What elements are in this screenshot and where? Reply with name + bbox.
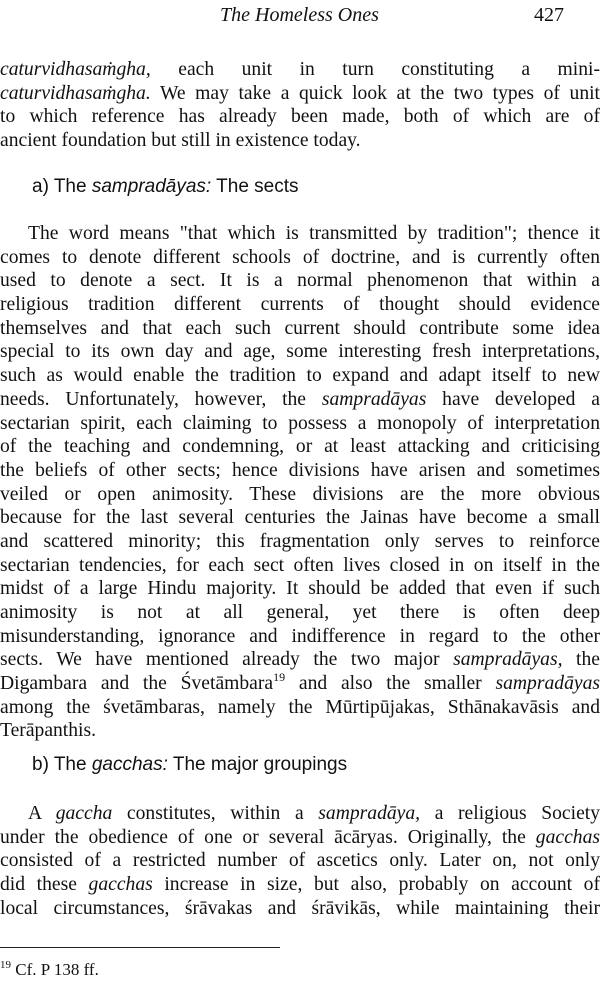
section-term: gacchas: — [91, 754, 168, 775]
section-heading-gacchas — [32, 754, 347, 776]
paragraph-gacchas — [0, 802, 600, 920]
text-line: sectarian tendencies, for each sect often lives closed in on itself in the — [0, 554, 600, 576]
text-line: under the obedience of one or several ācāryas. Originally, the gacchas — [0, 826, 600, 848]
text-line: consisted of a restricted number of ascetics only. Later on, not only — [0, 850, 600, 872]
intro-paragraph — [0, 58, 600, 153]
text-line: comes to denote different schools of doctrine, and is currently often — [0, 246, 600, 268]
footnote-divider — [0, 947, 280, 948]
text-line: sects. We have mentioned already the two major sampradāyas, the — [0, 649, 600, 671]
section-term: sampradāyas: — [91, 176, 212, 197]
text-line: themselves and that each such current should contribute some idea — [0, 317, 600, 339]
text-line: misunderstanding, ignorance and indifference in regard to the other — [0, 625, 600, 647]
paragraph-sampradayas — [0, 222, 600, 743]
section-subtitle: The major groupings — [172, 754, 348, 775]
text-line: needs. Unfortunately, however, the sampradāyas have developed a — [0, 388, 600, 410]
text-line: the beliefs of other sects; hence divisions have arisen and sometimes — [0, 459, 600, 481]
text-line: Terāpanthis. — [0, 720, 97, 742]
text-line: caturvidhasaṁgha, each unit in turn constituting a mini- — [0, 59, 600, 80]
text-line: midst of a large Hindu majority. It should be added that even if such — [0, 578, 600, 600]
text-line: Digambara and the Śvetāmbara$^{19}$ and also the smaller sampradāyas — [0, 670, 600, 695]
footnote-text: Cf. P 138 ff. — [15, 960, 99, 979]
text-line: to which reference has already been made, both of which are of — [0, 106, 600, 128]
section-label: b) The — [32, 754, 87, 775]
section-subtitle: The sects — [216, 176, 299, 197]
section-heading-sampradayas — [32, 176, 299, 198]
text-line: The word means "that which is transmitted by tradition"; thence it — [28, 223, 600, 244]
text-line: local circumstances, śrāvakas and śrāvikās, while maintaining their — [0, 897, 600, 919]
text-line: ancient foundation but still in existence today. — [0, 130, 361, 152]
text-line: A gaccha constitutes, within a sampradāya, a religious Society — [28, 803, 600, 824]
text-line: used to denote a sect. It is a normal phenomenon that within a — [0, 270, 600, 292]
text-line: such as would enable the tradition to expand and adapt itself to new — [0, 365, 600, 387]
text-line: veiled or open animosity. These divisions are the more obvious — [0, 483, 600, 505]
text-line: sectarian spirit, each claiming to possess a monopoly of interpretation — [0, 412, 600, 434]
text-line: caturvidhasaṁgha. We may take a quick look at the two types of unit — [0, 82, 600, 104]
text-line: because for the last several centuries the Jainas have become a small — [0, 507, 600, 529]
text-line: animosity is not at all general, yet there is often deep — [0, 602, 600, 623]
page-header — [0, 4, 600, 32]
running-title: The Homeless Ones — [220, 4, 379, 26]
footnote-marker: 19 — [0, 959, 11, 971]
text-line: religious tradition different currents of thought should evidence — [0, 294, 600, 316]
page-number: 427 — [534, 4, 564, 26]
text-line: among the śvetāmbaras, namely the Mūrtipūjakas, Sthānakavāsis and — [0, 696, 600, 718]
text-line: did these gacchas increase in size, but also, probably on account of — [0, 874, 600, 896]
section-label: a) The — [32, 176, 87, 197]
text-line: and scattered minority; this fragmentation only serves to reinforce — [0, 530, 600, 552]
footnote — [0, 960, 99, 980]
text-line: special to its own day and age, some interesting fresh interpretations, — [0, 341, 600, 363]
text-line: of the teaching and condemning, or at least attacking and criticising — [0, 436, 600, 458]
